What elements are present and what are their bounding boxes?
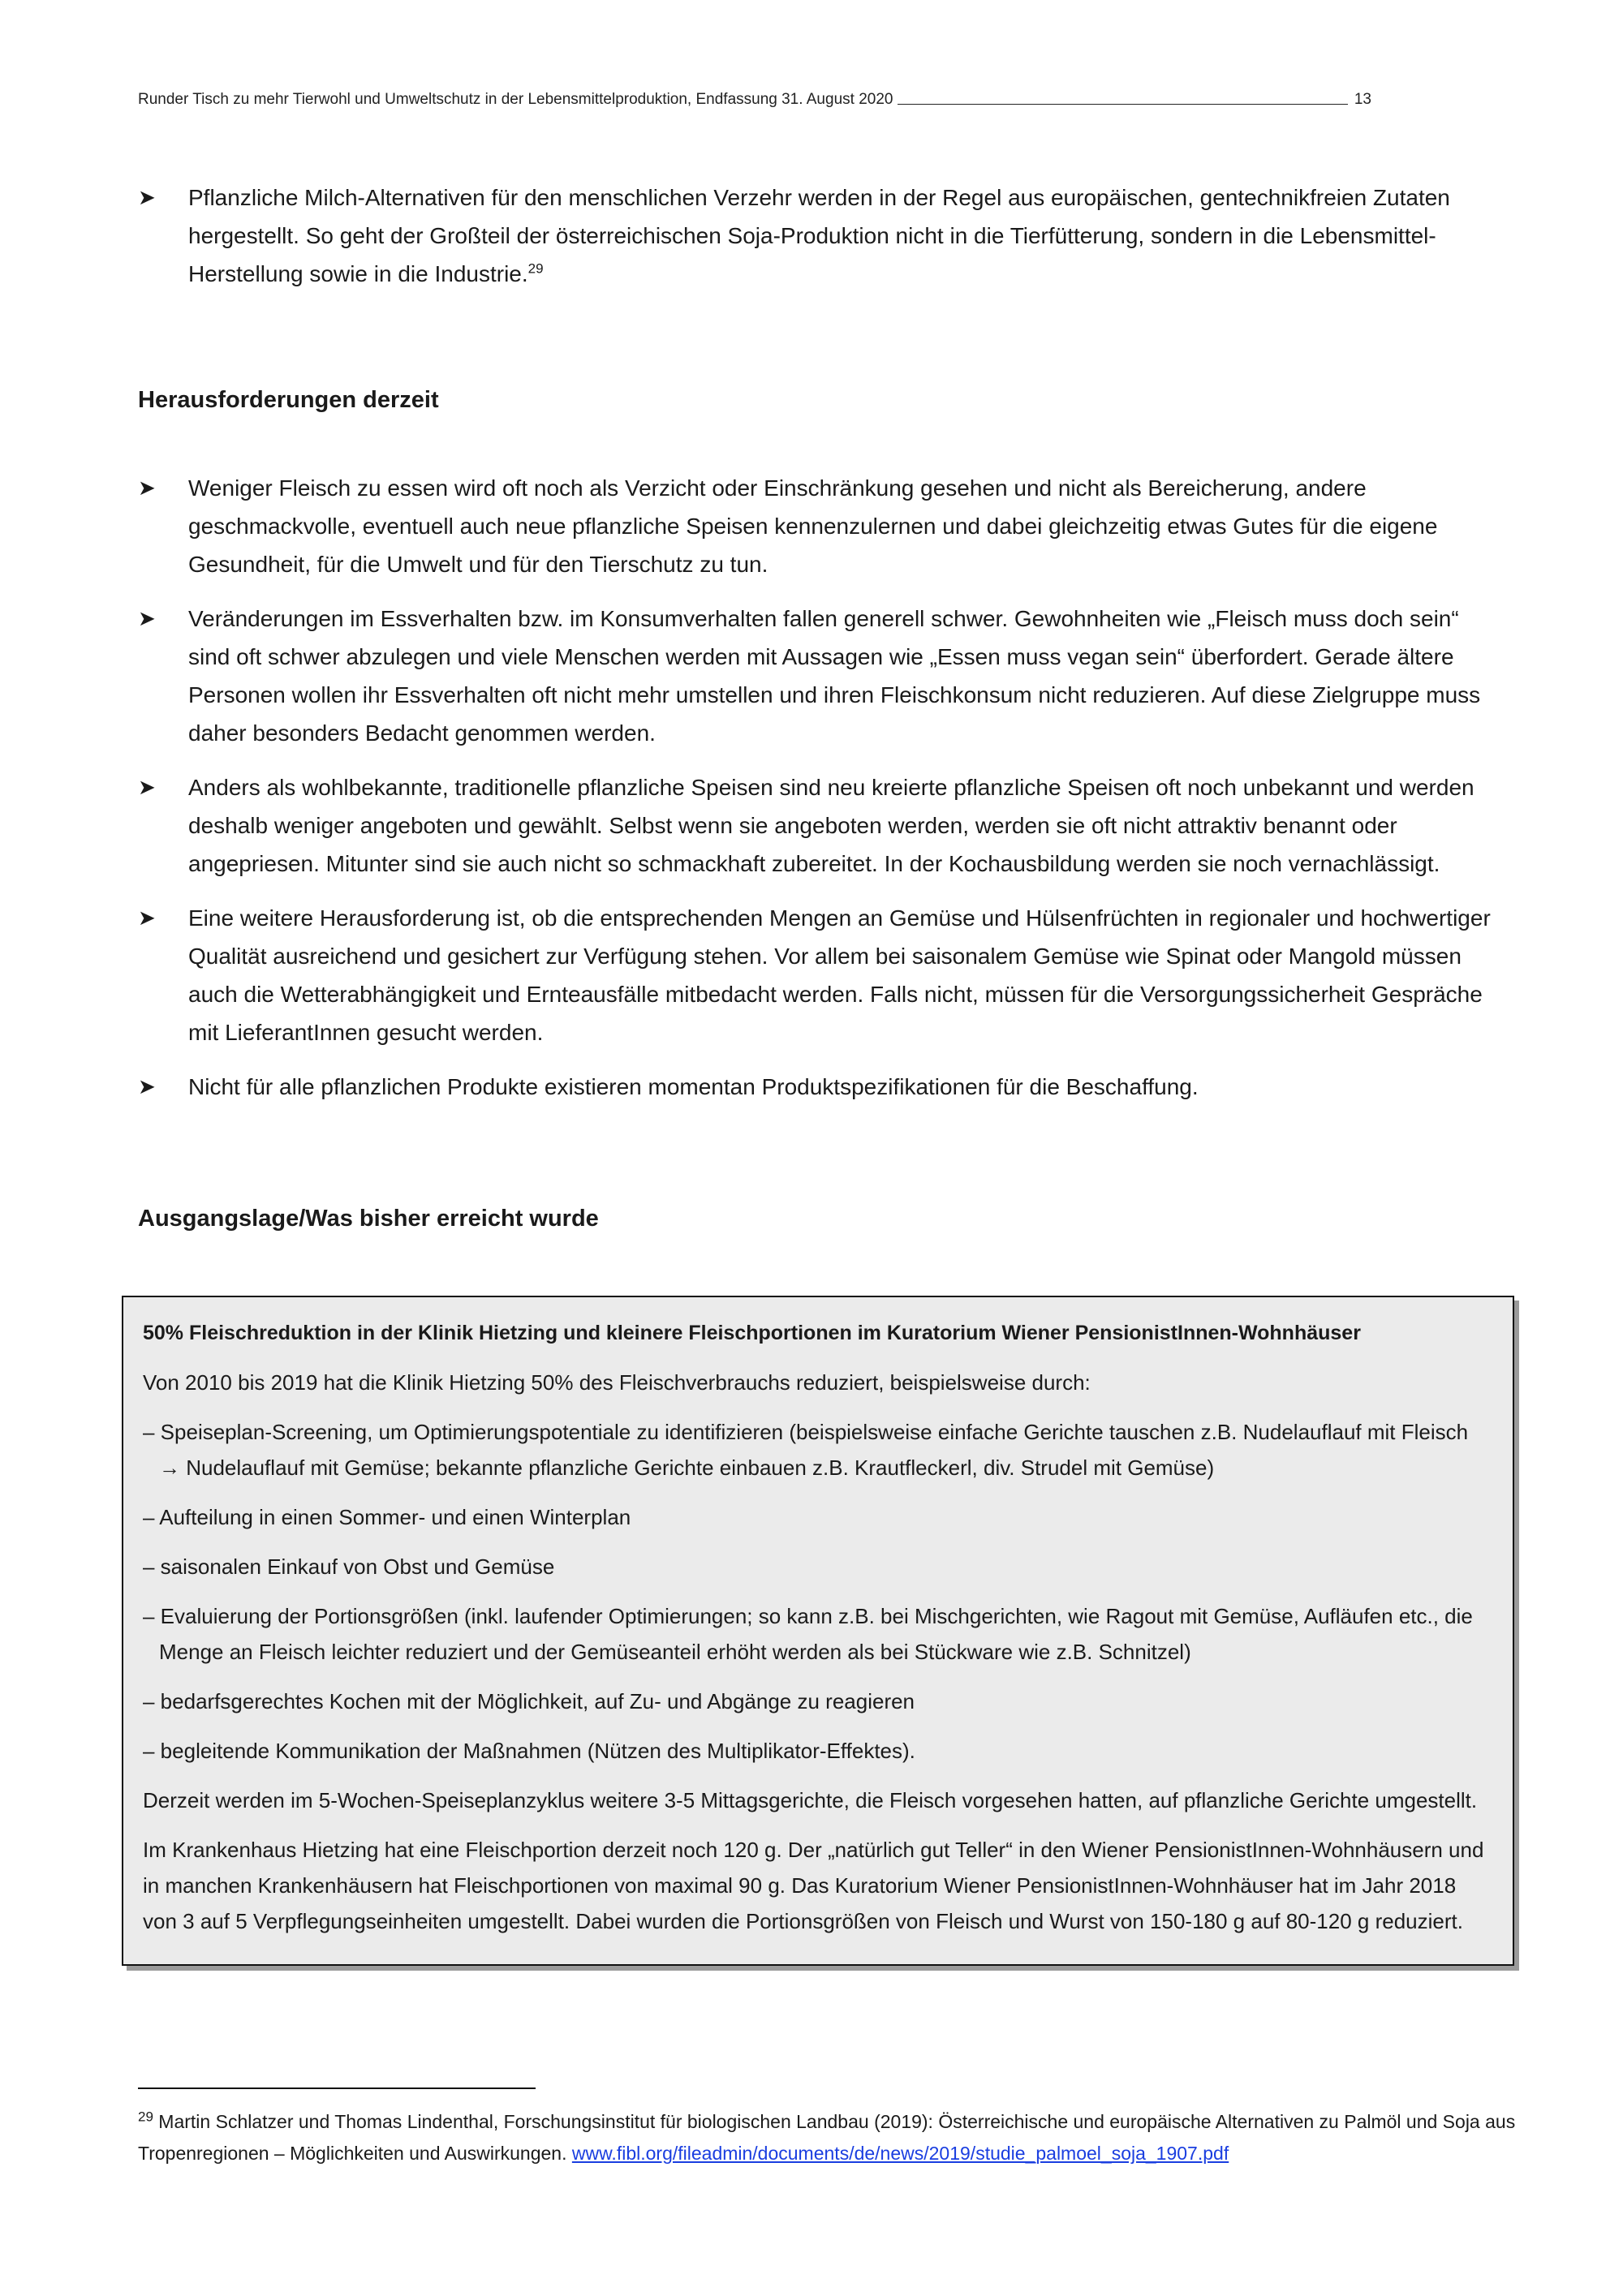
footnote-text: Martin Schlatzer und Thomas Lindenthal, Forschungsinstitut für biologischen Landbau (2019): Österreichische und europäische Alternativen zu Palmöl und Soja aus Tropenregionen – Möglichkeiten und Auswirkungen. xyxy=(138,2111,1516,2164)
info-box-item: – Speiseplan-Screening, um Optimierungspotentiale zu identifizieren (beispielsweise einfache Gerichte tauschen z.B. Nudelauflauf mit Fleisch → Nudelauflauf mit Gemüse; bekannte pflanzliche Gerichte einbauen z.B. Krautfleckerl, div. Strudel mit Gemüse) xyxy=(143,1420,1469,1480)
list-item: ➤ Veränderungen im Essverhalten bzw. im Konsumverhalten fallen generell schwer. Gewohnheiten wie „Fleisch muss doch sein“ sind oft schwer abzulegen und viele Menschen werden mit Aussagen wie „Essen muss vegan sein“ überfordert. Gerade ältere Personen wollen ihr Essverhalten oft nicht mehr umstellen und ihren Fleischkonsum nicht reduzieren. Auf diese Zielgruppe muss daher besonders Bedacht genommen werden. xyxy=(138,600,1501,752)
list-item: ➤ Weniger Fleisch zu essen wird oft noch als Verzicht oder Einschränkung gesehen und nicht als Bereicherung, andere geschmackvolle, eventuell auch neue pflanzliche Speisen kennenzulernen und dabei gleichzeitig etwas Gutes für die eigene Gesundheit, für die Umwelt und für den Tierschutz zu tun. xyxy=(138,469,1501,583)
info-box-paragraph: Im Krankenhaus Hietzing hat eine Fleischportion derzeit noch 120 g. Der „natürlich gut Teller“ in den Wiener PensionistInnen-Wohnhäusern und in manchen Krankenhäusern hat Fleischportionen von maximal 90 g. Das Kuratorium Wiener PensionistInnen-Wohnhäuser hat im Jahr 2018 von 3 auf 5 Verpflegungseinheiten umgestellt. Dabei wurden die Portionsgrößen von Fleisch und Wurst von 150-180 g auf 80-120 g reduziert. xyxy=(143,1838,1484,1933)
list-item: ➤ Eine weitere Herausforderung ist, ob die entsprechenden Mengen an Gemüse und Hülsenfrüchten in regionaler und hochwertiger Qualität ausreichend und gesichert zur Verfügung stehen. Vor allem bei saisonalem Gemüse wie Spinat oder Mangold müssen auch die Wetterabhängigkeit und Ernteausfälle mitbedacht werden. Falls nicht, müssen für die Versorgungssicherheit Gespräche mit LieferantInnen gesucht werden. xyxy=(138,899,1501,1051)
info-box xyxy=(122,1296,1514,1966)
info-box-item: – bedarfsgerechtes Kochen mit der Möglichkeit, auf Zu- und Abgänge zu reagieren xyxy=(143,1689,915,1713)
arrowhead-bullet-icon: ➤ xyxy=(138,185,156,209)
footnote-separator xyxy=(138,2087,536,2089)
page-header xyxy=(138,91,1371,109)
info-box-item: – Evaluierung der Portionsgrößen (inkl. laufender Optimierungen; so kann z.B. bei Mischgerichten, wie Ragout mit Gemüse, Aufläufen etc., die Menge an Fleisch leichter reduziert und der Gemüseanteil erhöht werden als bei Stückware wie z.B. Schnitzel) xyxy=(143,1604,1473,1664)
info-box-title: 50% Fleischreduktion in der Klinik Hietzing und kleinere Fleischportionen im Kuratorium Wiener PensionistInnen-Wohnhäuser xyxy=(143,1322,1361,1344)
intro-bullet-list xyxy=(138,178,1501,293)
header-rule xyxy=(898,104,1347,105)
info-box-item: – saisonalen Einkauf von Obst und Gemüse xyxy=(143,1554,555,1579)
arrowhead-bullet-icon: ➤ xyxy=(138,775,156,799)
arrowhead-bullet-icon: ➤ xyxy=(138,905,156,930)
list-item: ➤ Pflanzliche Milch-Alternativen für den menschlichen Verzehr werden in der Regel aus europäischen, gentechnikfreien Zutaten hergestellt. So geht der Großteil der österreichischen Soja-Produktion nicht in die Tierfütterung, sondern in die Lebensmittel-Herstellung sowie in die Industrie.$^{29}$ xyxy=(138,178,1501,293)
arrowhead-bullet-icon: ➤ xyxy=(138,475,156,500)
info-box-item: – Aufteilung in einen Sommer- und einen Winterplan xyxy=(143,1505,631,1529)
list-item: ➤ Nicht für alle pflanzlichen Produkte existieren momentan Produktspezifikationen für die Beschaffung. xyxy=(138,1068,1501,1106)
list-item: ➤ Anders als wohlbekannte, traditionelle pflanzliche Speisen sind neu kreierte pflanzliche Speisen oft noch unbekannt und werden deshalb weniger angeboten und gewählt. Selbst wenn sie angeboten werden, werden sie oft nicht attraktiv benannt oder angepriesen. Mitunter sind sie auch nicht so schmackhaft zubereitet. In der Kochausbildung werden sie noch vernachlässigt. xyxy=(138,768,1501,883)
footnote-link[interactable]: www.fibl.org/fileadmin/documents/de/news/2019/studie_palmoel_soja_1907.pdf xyxy=(571,2143,1229,2164)
section-heading-status: Ausgangslage/Was bisher erreicht wurde xyxy=(138,1206,599,1232)
info-box-intro: Von 2010 bis 2019 hat die Klinik Hietzing 50% des Fleischverbrauchs reduziert, beispielsweise durch: xyxy=(143,1370,1091,1395)
arrowhead-bullet-icon: ➤ xyxy=(138,1074,156,1099)
footnote-number: 29 xyxy=(138,2109,153,2125)
footnote xyxy=(138,2106,1518,2169)
footnote-ref[interactable]: 29 xyxy=(527,260,544,277)
page-number: 13 xyxy=(1354,91,1371,108)
document-title: Runder Tisch zu mehr Tierwohl und Umweltschutz in der Lebensmittelproduktion, Endfassung 31. August 2020 xyxy=(138,91,893,108)
challenges-bullet-list xyxy=(138,469,1501,1106)
info-box-item: – begleitende Kommunikation der Maßnahmen (Nützen des Multiplikator-Effektes). xyxy=(143,1739,915,1763)
section-heading-challenges: Herausforderungen derzeit xyxy=(138,387,439,413)
arrowhead-bullet-icon: ➤ xyxy=(138,606,156,630)
info-box-paragraph: Derzeit werden im 5-Wochen-Speiseplanzyklus weitere 3-5 Mittagsgerichte, die Fleisch vorgesehen hatten, auf pflanzliche Gerichte umgestellt. xyxy=(143,1788,1478,1812)
